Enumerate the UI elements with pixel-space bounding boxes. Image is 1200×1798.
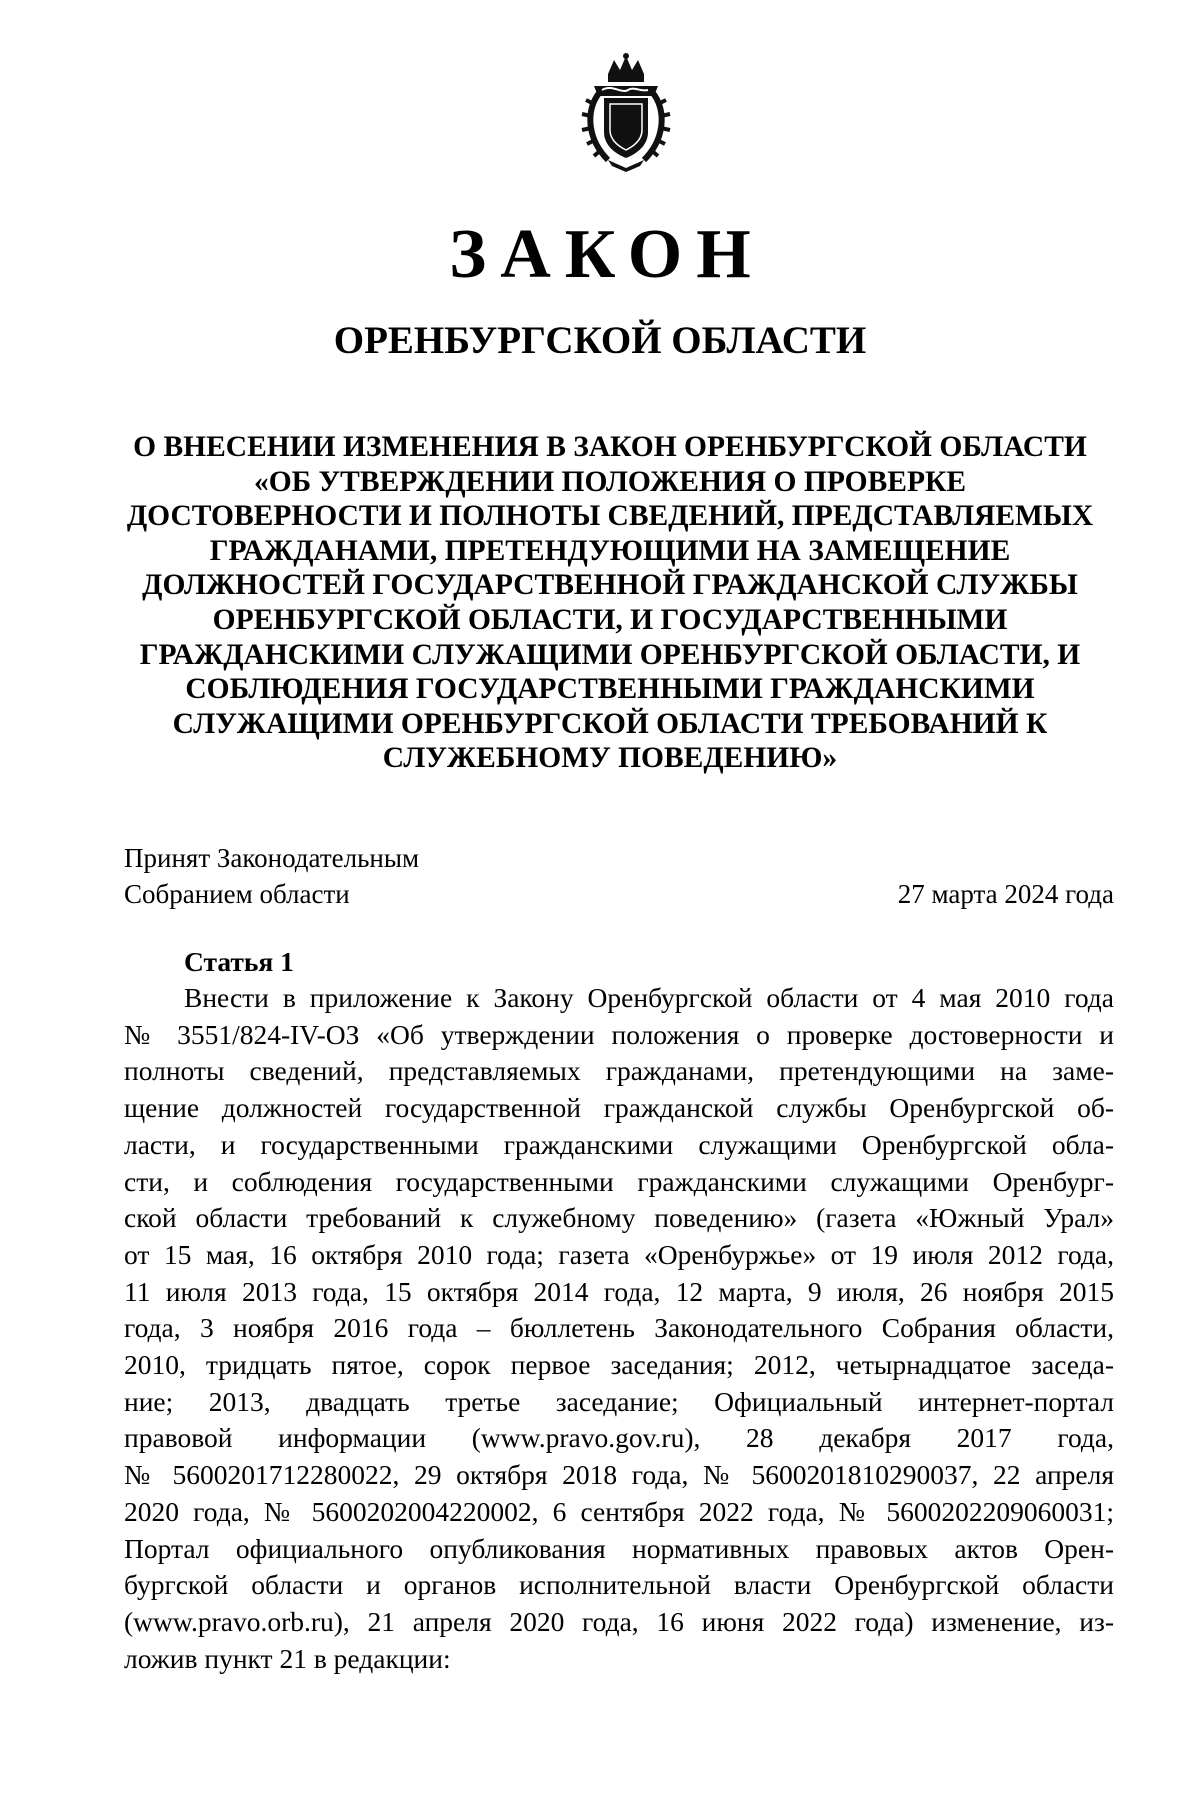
article-line: 2020 года, № 5600202004220002, 6 сентября 2022 года, № 5600202209060031; xyxy=(124,1495,1114,1527)
law-title: ЗАКОН xyxy=(449,216,765,293)
adopted-by-line-1: Принят Законодательным xyxy=(124,843,420,873)
law-subject-title xyxy=(120,430,1100,776)
article-line: № 3551/824-IV-ОЗ «Об утверждении положения о проверке достоверности и xyxy=(124,1018,1114,1050)
article-line: Внести в приложение к Закону Оренбургской области от 4 мая 2010 года xyxy=(184,982,1114,1013)
article-line: ние; 2013, двадцать третье заседание; Официальный интернет-портал xyxy=(124,1385,1114,1417)
article-line: полноты сведений, представляемых гражданами, претендующими на заме- xyxy=(124,1055,1114,1087)
article-line: ложив пункт 21 в редакции: xyxy=(124,1642,451,1674)
subject-line: СОБЛЮДЕНИЯ ГОСУДАРСТВЕННЫМИ ГРАЖДАНСКИМИ xyxy=(185,673,1035,706)
subject-line: ДОСТОВЕРНОСТИ И ПОЛНОТЫ СВЕДЕНИЙ, ПРЕДСТАВЛЯЕМЫХ xyxy=(126,500,1094,533)
subject-line: ГРАЖДАНСКИМИ СЛУЖАЩИМИ ОРЕНБУРГСКОЙ ОБЛАСТИ, И xyxy=(139,638,1081,671)
adoption-block xyxy=(124,840,1114,912)
subject-line: СЛУЖЕБНОМУ ПОВЕДЕНИЮ» xyxy=(382,742,838,775)
article-line: 2010, тридцать пятое, сорок первое заседания; 2012, четырнадцатое заседа- xyxy=(124,1349,1114,1381)
coat-of-arms-emblem xyxy=(578,52,674,172)
article-line: правовой информации (www.pravo.gov.ru), 28 декабря 2017 года, xyxy=(124,1422,1114,1454)
subject-line: О ВНЕСЕНИИ ИЗМЕНЕНИЯ В ЗАКОН ОРЕНБУРГСКОЙ ОБЛАСТИ xyxy=(133,431,1087,463)
subject-line: «ОБ УТВЕРЖДЕНИИ ПОЛОЖЕНИЯ О ПРОВЕРКЕ xyxy=(253,465,967,498)
article-line: щение должностей государственной гражданской службы Оренбургской об- xyxy=(124,1092,1114,1124)
article-line: (www.pravo.orb.ru), 21 апреля 2020 года, 16 июня 2022 года) изменение, из- xyxy=(124,1605,1114,1637)
subject-line: ГРАЖДАНАМИ, ПРЕТЕНДУЮЩИМИ НА ЗАМЕЩЕНИЕ xyxy=(209,534,1011,567)
article-line: сти, и соблюдения государственными гражданскими служащими Оренбург- xyxy=(124,1165,1114,1197)
subject-line: ОРЕНБУРГСКОЙ ОБЛАСТИ, И ГОСУДАРСТВЕННЫМИ xyxy=(212,603,1008,636)
subject-line: ДОЛЖНОСТЕЙ ГОСУДАРСТВЕННОЙ ГРАЖДАНСКОЙ СЛУЖБЫ xyxy=(142,569,1078,602)
article-line: 11 июля 2013 года, 15 октября 2014 года, 12 марта, 9 июля, 26 ноября 2015 xyxy=(124,1275,1114,1307)
adopted-by-line-2: Собранием области xyxy=(124,879,350,909)
article-line: бургской области и органов исполнительной власти Оренбургской области xyxy=(124,1569,1114,1601)
adoption-date: 27 марта 2024 года xyxy=(897,879,1114,909)
article-line: ской области требований к служебному поведению» (газета «Южный Урал» xyxy=(124,1202,1114,1234)
article-line: ласти, и государственными гражданскими служащими Оренбургской обла- xyxy=(124,1128,1114,1160)
article-body xyxy=(124,980,1114,1677)
article-line: Портал официального опубликования нормативных правовых актов Орен- xyxy=(124,1532,1114,1564)
article-line: года, 3 ноября 2016 года – бюллетень Законодательного Собрания области, xyxy=(124,1312,1114,1344)
article-heading: Статья 1 xyxy=(184,946,294,977)
article-line: от 15 мая, 16 октября 2010 года; газета «Оренбуржье» от 19 июля 2012 года, xyxy=(124,1238,1114,1270)
subject-line: СЛУЖАЩИМИ ОРЕНБУРГСКОЙ ОБЛАСТИ ТРЕБОВАНИЙ К xyxy=(172,707,1048,740)
article-line: № 5600201712280022, 29 октября 2018 года, № 5600201810290037, 22 апреля xyxy=(124,1459,1114,1491)
adoption-row xyxy=(124,876,1114,912)
region-title: ОРЕНБУРГСКОЙ ОБЛАСТИ xyxy=(333,319,867,362)
